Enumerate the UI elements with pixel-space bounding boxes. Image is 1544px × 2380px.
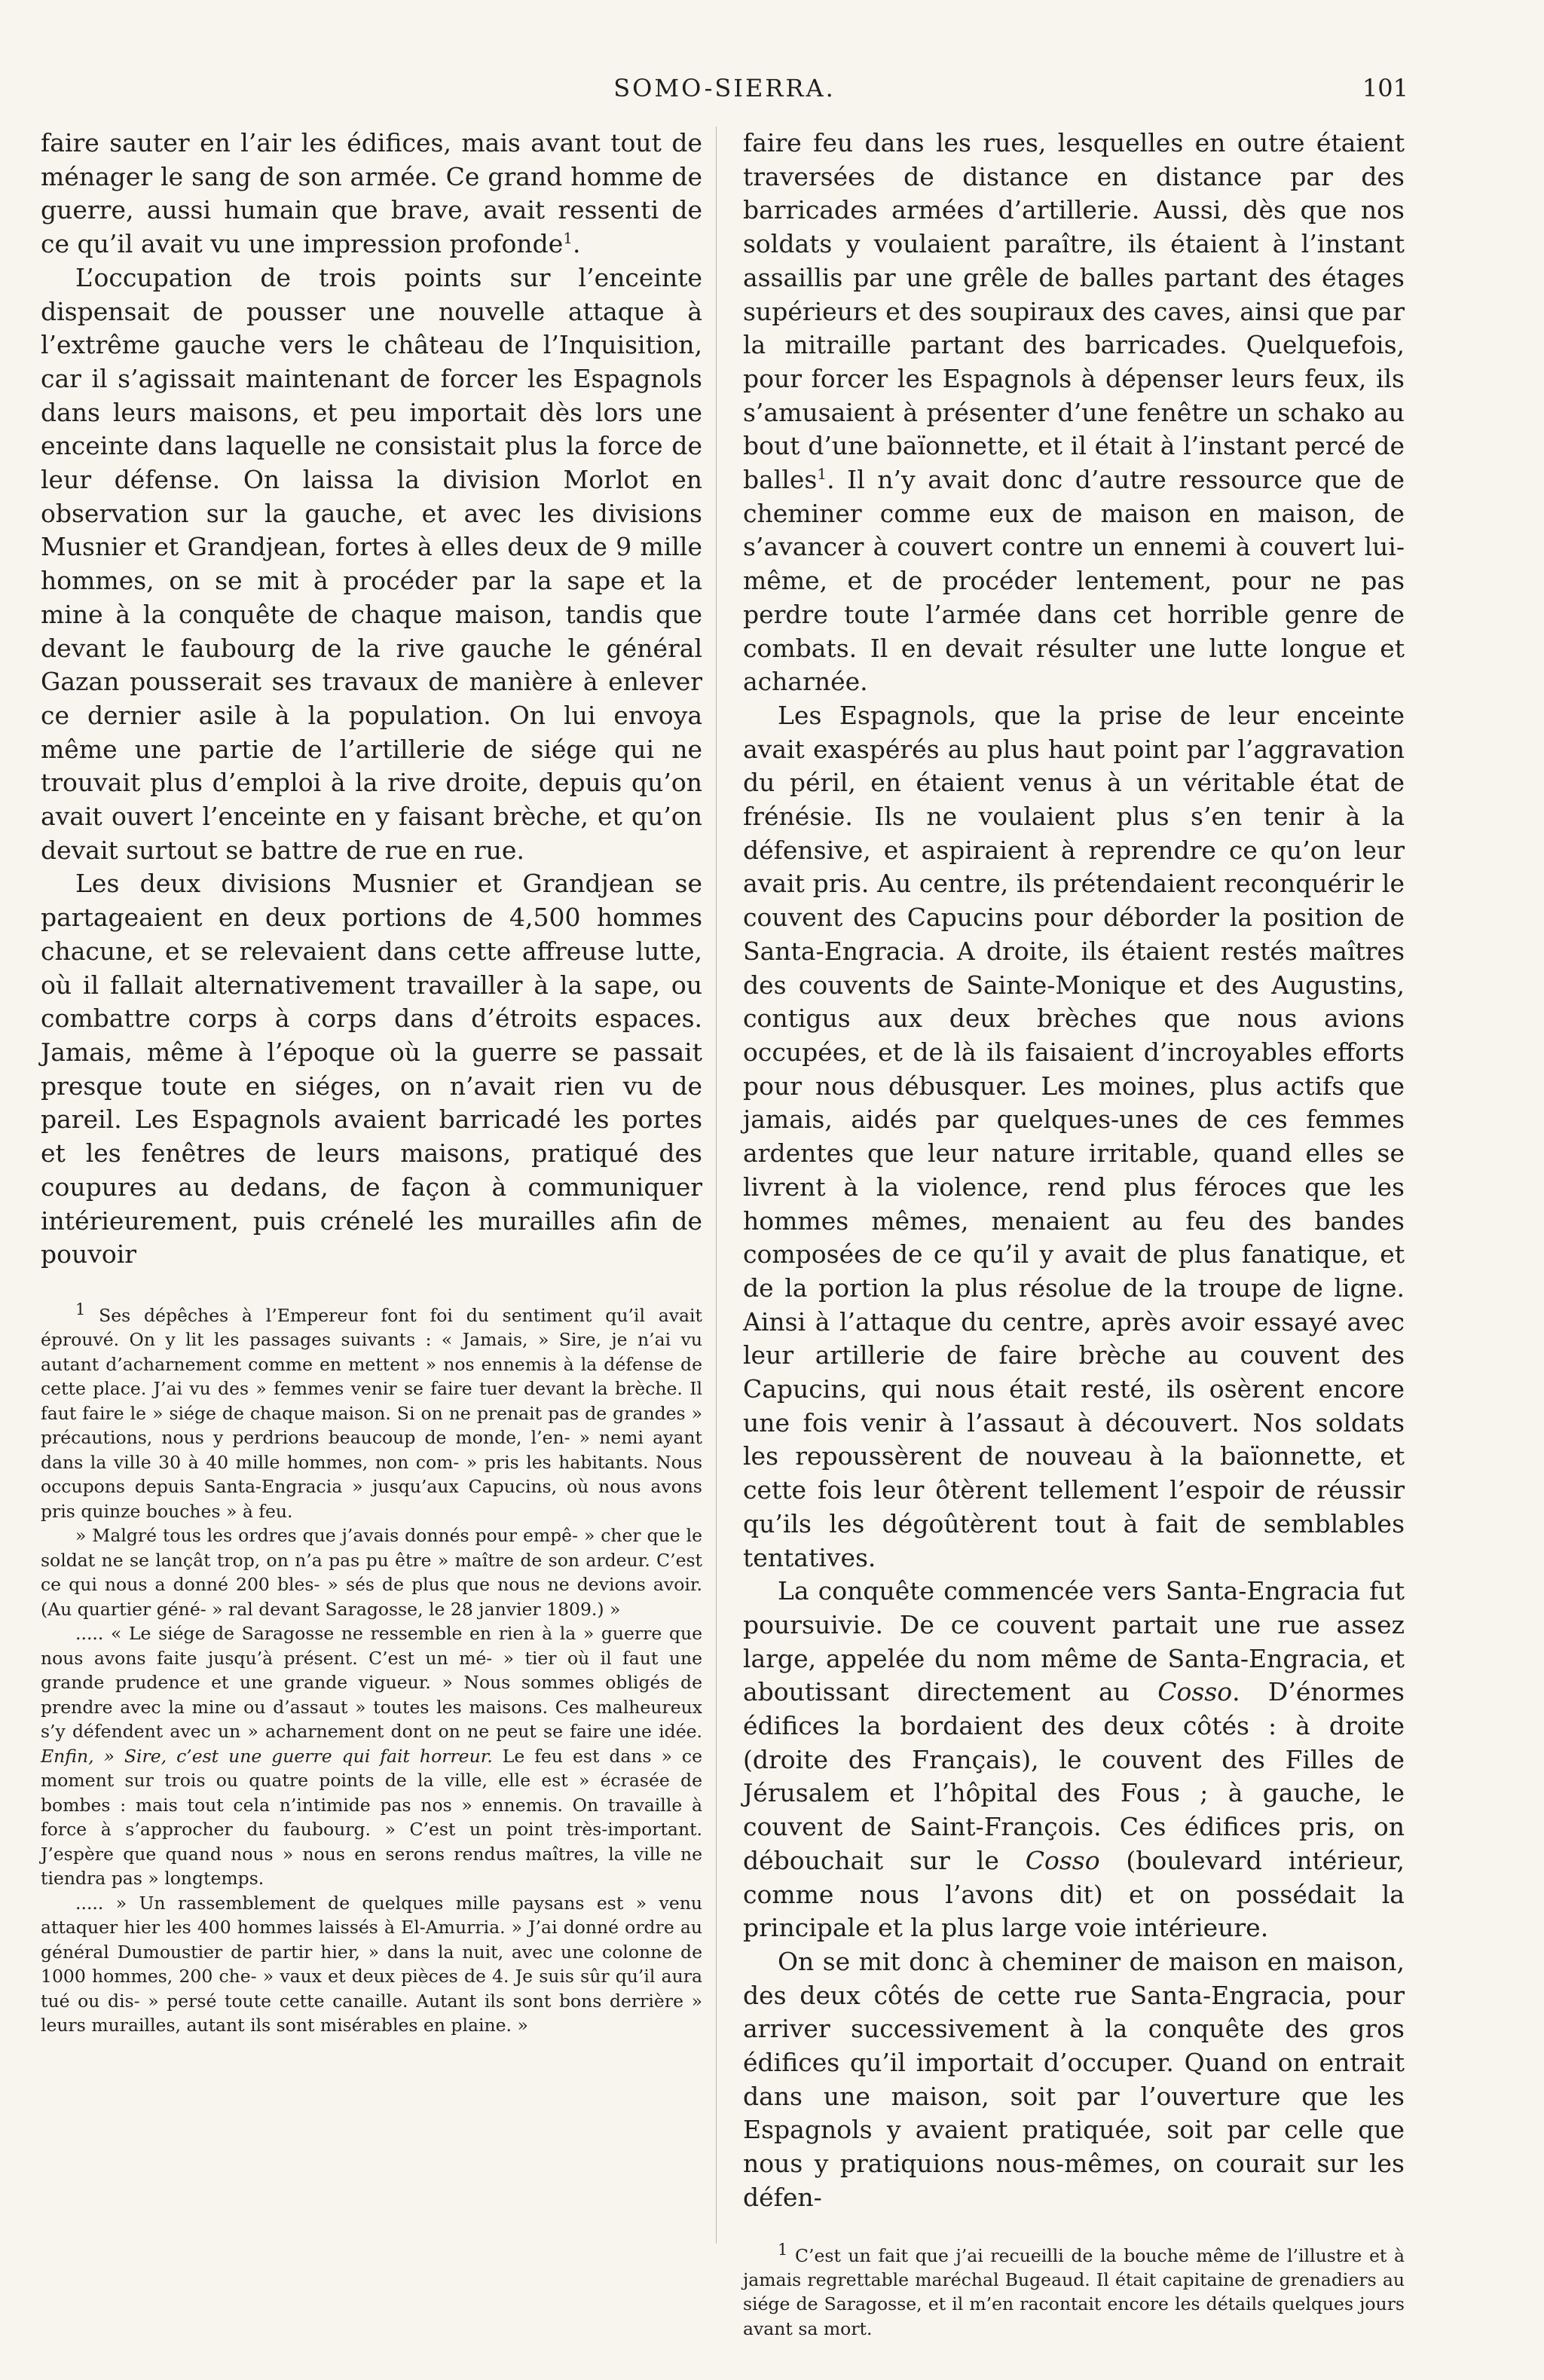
left-column bbox=[41, 127, 702, 2038]
right-body-text bbox=[743, 127, 1405, 2215]
footnote-text: ..... « Le siége de Saragosse ne ressemble en rien à la » guerre que nous avons faite jusqu’à présent. C’est un mé- » tier où il faut une grande prudence et une grande vigueur. » Nous sommes obligés de prendre avec la mine ou d’assaut » toutes les maisons. Ces malheureux s’y défendent avec un » acharnement dont on ne peut se faire une idée. bbox=[41, 1623, 702, 1743]
right-footnotes bbox=[743, 2238, 1405, 2342]
place-name: Cosso bbox=[1157, 1677, 1233, 1707]
column-divider bbox=[716, 127, 717, 2244]
paragraph: L’occupation de trois points sur l’enceinte dispensait de pousser une nouvelle attaque à l’extrême gauche vers le château de l’Inquisition, car il s’agissait maintenant de forcer les Espagnols dans leurs maisons, et peu importait dès lors une enceinte dans laquelle ne consistait plus la force de leur défense. On laissa la division Morlot en observation sur la gauche, et avec les divisions Musnier et Grandjean, fortes à elles deux de 9 mille hommes, on se mit à procéder par la sape et la mine à la conquête de chaque maison, tandis que devant le faubourg de la rive gauche le général Gazan pousserait ses travaux de manière à enlever ce dernier asile à la population. On lui envoya même une partie de l’artillerie de siége qui ne trouvait plus d’emploi à la rive droite, depuis qu’on avait ouvert l’enceinte en y faisant brèche, et qu’on devait surtout se battre de rue en rue. bbox=[41, 262, 702, 865]
footnote-number: 1 bbox=[75, 1300, 86, 1318]
footnote-continuation: ..... » Un rassemblement de quelques mille paysans est » venu attaquer hier les 400 hommes laissés à El-Amurria. » J’ai donné ordre au général Dumoustier de partir hier, » dans la nuit, avec une colonne de 1000 hommes, 200 che- » vaux et deux pièces de 4. Je suis sûr qu’il aura tué ou dis- » persé toute cette canaille. Autant ils sont bons derrière » leurs murailles, autant ils sont misérables en plaine. » bbox=[41, 1892, 702, 2036]
paragraph-text: . Il n’y avait donc d’autre ressource que de cheminer comme eux de maison en maison, de s’avancer à couvert contre un ennemi à couvert lui-même, et de procéder lentement, pour ne pas perdre toute l’armée dans cet horrible genre de combats. Il en devait résulter une lutte longue et acharnée. bbox=[743, 465, 1405, 697]
footnote-emphasis: Enfin, » Sire, c’est une guerre qui fait horreur. bbox=[41, 1745, 493, 1767]
paragraph: On se mit donc à cheminer de maison en maison, des deux côtés de cette rue Santa-Engracia, pour arriver successivement à la conquête des gros édifices qu’il importait d’occuper. Quand on entrait dans une maison, soit par l’ouverture que les Espagnols y avaient pratiquée, soit par celle que nous y pratiquions nous-mêmes, on courait sur les défen- bbox=[743, 1946, 1405, 2212]
paragraph bbox=[743, 127, 1405, 699]
footnote-continuation: » Malgré tous les ordres que j’avais donnés pour empê- » cher que le soldat ne se lançât trop, on n’a pas pu être » maître de son ardeur. C’est ce qui nous a donné 200 bles- » sés de plus que nous ne devions avoir. (Au quartier géné- » ral devant Saragosse, le 28 janvier 1809.) » bbox=[41, 1525, 702, 1620]
footnote bbox=[41, 1297, 702, 1523]
left-body-text bbox=[41, 127, 702, 1272]
paragraph: faire sauter en l’air les édifices, mais avant tout de ménager le sang de son armée. Ce grand homme de guerre, aussi humain que brave, avait ressenti de ce qu’il avait vu une impression profonde$^1$. bbox=[41, 128, 702, 259]
paragraph-text: faire feu dans les rues, lesquelles en outre étaient traversées de distance en distance par des barricades armées d’artillerie. Aussi, dès que nos soldats y voulaient paraître, ils étaient à l’instant assaillis par une grêle de balles partant des étages supérieurs et des soupiraux des caves, ainsi que par la mitraille partant des barricades. Quelquefois, pour forcer les Espagnols à dépenser leurs feux, ils s’amusaient à présenter d’une fenêtre un schako au bout d’une baïonnette, et il était à l’instant percé de balles bbox=[743, 128, 1405, 495]
footnote-text: C’est un fait que j’ai recueilli de la bouche même de l’illustre et à jamais regrettable maréchal Bugeaud. Il était capitaine de grenadiers au siége de Saragosse, et il m’en racontait encore les détails quelques jours avant sa mort. bbox=[743, 2244, 1405, 2339]
footnote-reference: 1 bbox=[563, 229, 573, 248]
paragraph-text: La conquête commencée vers Santa-Engracia fut poursuivie. De ce couvent partait une rue assez large, appelée du nom même de Santa-Engracia, et aboutissant directement au bbox=[743, 1576, 1405, 1707]
left-footnotes bbox=[41, 1297, 702, 2038]
paragraph-text: (boulevard intérieur, comme nous l’avons dit) et on possédait la principale et la plus large voie intérieure. bbox=[743, 1845, 1405, 1943]
footnote-text: Ses dépêches à l’Empereur font foi du sentiment qu’il avait éprouvé. On y lit les passages suivants : « Jamais, » Sire, je n’ai vu autant d’acharnement comme en mettent » nos ennemis à la défense de cette place. J’ai vu des » femmes venir se faire tuer devant la brèche. Il faut faire le » siége de chaque maison. Si on ne prenait pas de grandes » précautions, nous y perdrions beaucoup de monde, l’en- » nemi ayant dans la ville 30 à 40 mille hommes, non com- » pris les habitants. Nous occupons depuis Santa-Engracia » jusqu’aux Capucins, où nous avons pris quinze bouches » à feu. bbox=[41, 1304, 702, 1522]
page-header bbox=[41, 74, 1408, 108]
place-name: Cosso bbox=[1025, 1845, 1100, 1875]
paragraph: Les deux divisions Musnier et Grandjean se partageaient en deux portions de 4,500 hommes chacune, et se relevaient dans cette affreuse lutte, où il fallait alternativement travailler à la sape, ou combattre corps à corps dans d’étroits espaces. Jamais, même à l’époque où la guerre se passait presque toute en siéges, on n’avait rien vu de pareil. Les Espagnols avaient barricadé les portes et les fenêtres de leurs maisons, pratiqué des coupures au dedans, de façon à communiquer intérieurement, puis crénelé les murailles afin de pouvoir bbox=[41, 869, 702, 1269]
page-number: 101 bbox=[1362, 74, 1408, 102]
running-title: SOMO-SIERRA. bbox=[613, 74, 836, 102]
paragraph bbox=[743, 1575, 1405, 1945]
right-column bbox=[743, 127, 1405, 2341]
footnote-number: 1 bbox=[778, 2240, 788, 2259]
paragraph: Les Espagnols, que la prise de leur enceinte avait exaspérés au plus haut point par l’aggravation du péril, en étaient venus à un véritable état de frénésie. Ils ne voulaient plus s’en tenir à la défensive, et aspiraient à reprendre ce qu’on leur avait pris. Au centre, ils prétendaient reconquérir le couvent des Capucins pour déborder la position de Santa-Engracia. A droite, ils étaient restés maîtres des couvents de Sainte-Monique et des Augustins, contigus aux deux brèches que nous avions occupées, et de là ils faisaient d’incroyables efforts pour nous débusquer. Les moines, plus actifs que jamais, aidés par quelques-unes de ces femmes ardentes que leur nature irritable, quand elles se livrent à la violence, rend plus féroces que les hommes mêmes, menaient au feu des bandes composées de ce qu’il y avait de plus fanatique, et de la portion la plus résolue de la troupe de ligne. Ainsi à l’attaque du centre, après avoir essayé avec leur artillerie de faire brèche au couvent des Capucins, qui nous était resté, ils osèrent encore une fois venir à l’assaut à découvert. Nos soldats les repoussèrent de nouveau à la baïonnette, et cette fois leur ôtèrent tellement l’espoir de réussir qu’ils les dégoûtèrent tout à fait de semblables tentatives. bbox=[743, 700, 1405, 1572]
footnote-reference: 1 bbox=[817, 465, 827, 484]
paragraph-text: . D’énormes édifices la bordaient des deux côtés : à droite (droite des Français), le couvent des Filles de Jérusalem et l’hôpital des Fous ; à gauche, le couvent de Saint-François. Ces édifices pris, on débouchait sur le bbox=[743, 1677, 1405, 1875]
footnote-continuation bbox=[41, 1621, 702, 1891]
paragraph-text: faire sauter en l’air les édifices, mais avant tout de ménager le sang de son armée. Ce grand homme de guerre, aussi humain que brave, avait ressenti de ce qu’il avait vu une impression profonde bbox=[41, 128, 702, 259]
footnote-text: Le feu est dans » ce moment sur trois ou quatre points de la ville, elle est » écrasée de bombes : mais tout cela n’intimide pas nos » ennemis. On travaille à force à s’approcher du faubourg. » C’est un point très-important. J’espère que quand nous » nous en serons rendus maîtres, la ville ne tiendra pas » longtemps. bbox=[41, 1745, 702, 1890]
footnote bbox=[743, 2238, 1405, 2342]
